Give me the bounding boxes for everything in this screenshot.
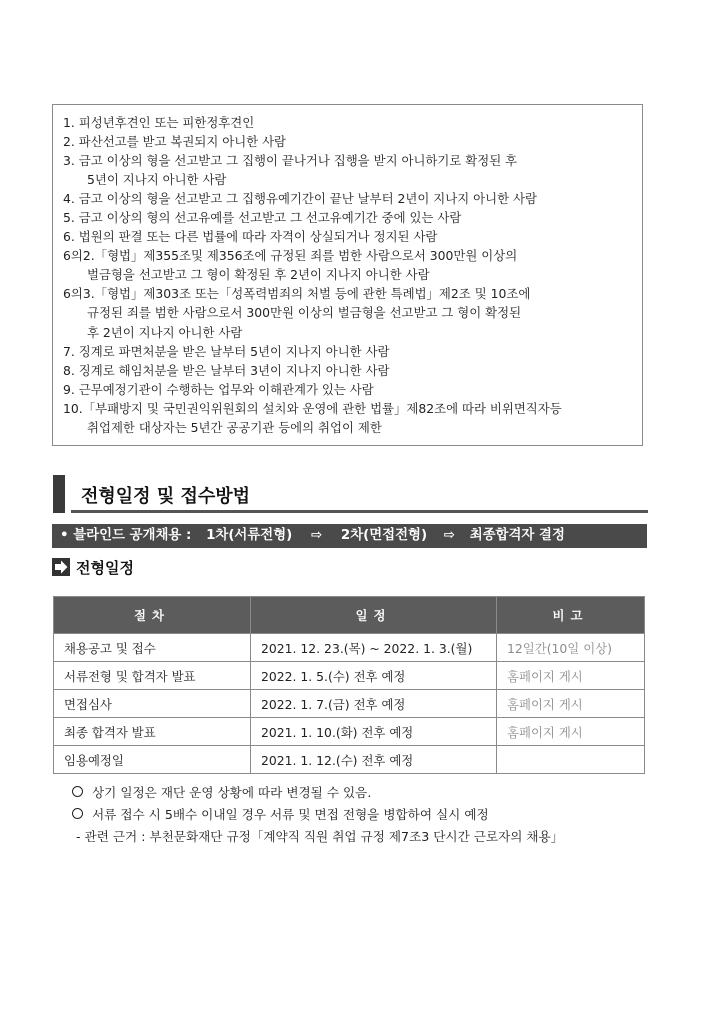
header-date: 일정 [251,597,497,634]
notes-list [72,782,489,826]
disqualification-item: 6의2.「형법」제355조및 제356조에 규정된 죄를 범한 사람으로서 300만원 이상의 [63,248,518,264]
table-row [54,718,645,746]
regulation-basis: - 관련 근거 : 부천문화재단 규정「계약직 직원 취업 규정 제7조3 단시간 근로자의 채용」 [76,829,564,844]
cell-note: 12일간(10일 이상) [497,634,645,662]
cell-date: 2022. 1. 7.(금) 전후 예정 [251,690,497,718]
table-row [54,746,645,774]
cell-date: 2021. 1. 10.(화) 전후 예정 [251,718,497,746]
section-underline [71,510,648,513]
table-row [54,634,645,662]
disqualification-item: 9. 근무예정기관이 수행하는 업무와 이해관계가 있는 사람 [63,381,374,397]
cell-note: 홈페이지 게시 [497,718,645,746]
cell-note: 홈페이지 게시 [497,662,645,690]
process-step-2: 2차(면접전형) [340,528,428,543]
table-header-row [54,597,645,634]
circle-bullet-icon [72,786,83,797]
note-text: 상기 일정은 재단 운영 상황에 따라 변경될 수 있음. [92,785,372,800]
cell-note: 홈페이지 게시 [497,690,645,718]
disqualification-item: 4. 금고 이상의 형을 선고받고 그 집행유예기간이 끝난 날부터 2년이 지나지 아니한 사람 [63,191,537,207]
disqualification-item: 1. 피성년후견인 또는 피한정후견인 [63,115,255,130]
cell-date: 2022. 1. 5.(수) 전후 예정 [251,662,497,690]
header-note: 비고 [497,597,645,634]
cell-step: 서류전형 및 합격자 발표 [54,662,251,690]
disqualification-item: 후 2년이 지나지 아니한 사람 [87,324,243,340]
schedule-table [53,596,645,774]
disqualification-item: 10.「부패방지 및 국민권익위원회의 설치와 운영에 관한 법률」제82조에 따라 비위면직자등 [63,400,562,416]
disqualification-item: 취업제한 대상자는 5년간 공공기관 등에의 취업이 제한 [87,419,382,435]
process-step-1: 1차(서류전형) [206,528,293,543]
cell-date: 2021. 1. 12.(수) 전후 예정 [251,746,497,774]
disqualification-item: 8. 징계로 해임처분을 받은 날부터 3년이 지나지 아니한 사람 [63,362,390,378]
disqualification-item: 벌금형을 선고받고 그 형이 확정된 후 2년이 지나지 아니한 사람 [87,267,430,283]
cell-step: 임용예정일 [54,746,251,774]
disqualification-item: 6. 법원의 판결 또는 다른 법률에 따라 자격이 상실되거나 정지된 사람 [63,229,438,245]
disqualification-list [63,113,642,437]
process-label: • 블라인드 공개채용 : [60,528,192,543]
cell-date: 2021. 12. 23.(목) ~ 2022. 1. 3.(월) [251,634,497,662]
cell-note [497,746,645,774]
schedule-heading-label: 전형일정 [76,559,134,577]
section-title: 전형일정 및 접수방법 [81,486,251,507]
table-row [54,690,645,718]
arrow-box-icon [52,558,70,576]
section-bar-marker [53,475,65,513]
cell-step: 면접심사 [54,690,251,718]
table-row [54,662,645,690]
disqualification-item: 7. 징계로 파면처분을 받은 날부터 5년이 지나지 아니한 사람 [63,343,390,359]
process-step-3: 최종합격자 결정 [469,528,565,543]
section-header [53,474,648,514]
cell-step: 최종 합격자 발표 [54,718,251,746]
disqualification-item: 규정된 죄를 범한 사람으로서 300만원 이상의 벌금형을 선고받고 그 형이 확정된 [87,305,522,321]
note-text: 서류 접수 시 5배수 이내일 경우 서류 및 면접 전형을 병합하여 실시 예정 [92,807,489,822]
process-bar [52,524,647,548]
note-item [72,804,489,826]
header-step: 절차 [54,597,251,634]
cell-step: 채용공고 및 접수 [54,634,251,662]
disqualification-item: 5. 금고 이상의 형의 선고유예를 선고받고 그 선고유예기간 중에 있는 사람 [63,210,462,226]
disqualification-item: 6의3.「형법」제303조 또는「성폭력범죄의 처벌 등에 관한 특례법」제2조 및 10조에 [63,286,531,302]
disqualification-box [52,104,643,446]
circle-bullet-icon [72,808,83,819]
note-item [72,782,489,804]
disqualification-item: 5년이 지나지 아니한 사람 [87,172,227,188]
arrow-right-icon: ⇨ [443,528,456,543]
disqualification-item: 3. 금고 이상의 형을 선고받고 그 집행이 끝나거나 집행을 받지 아니하기로 확정된 후 [63,153,518,169]
arrow-right-icon: ⇨ [310,528,323,543]
disqualification-item: 2. 파산선고를 받고 복권되지 아니한 사람 [63,134,287,150]
